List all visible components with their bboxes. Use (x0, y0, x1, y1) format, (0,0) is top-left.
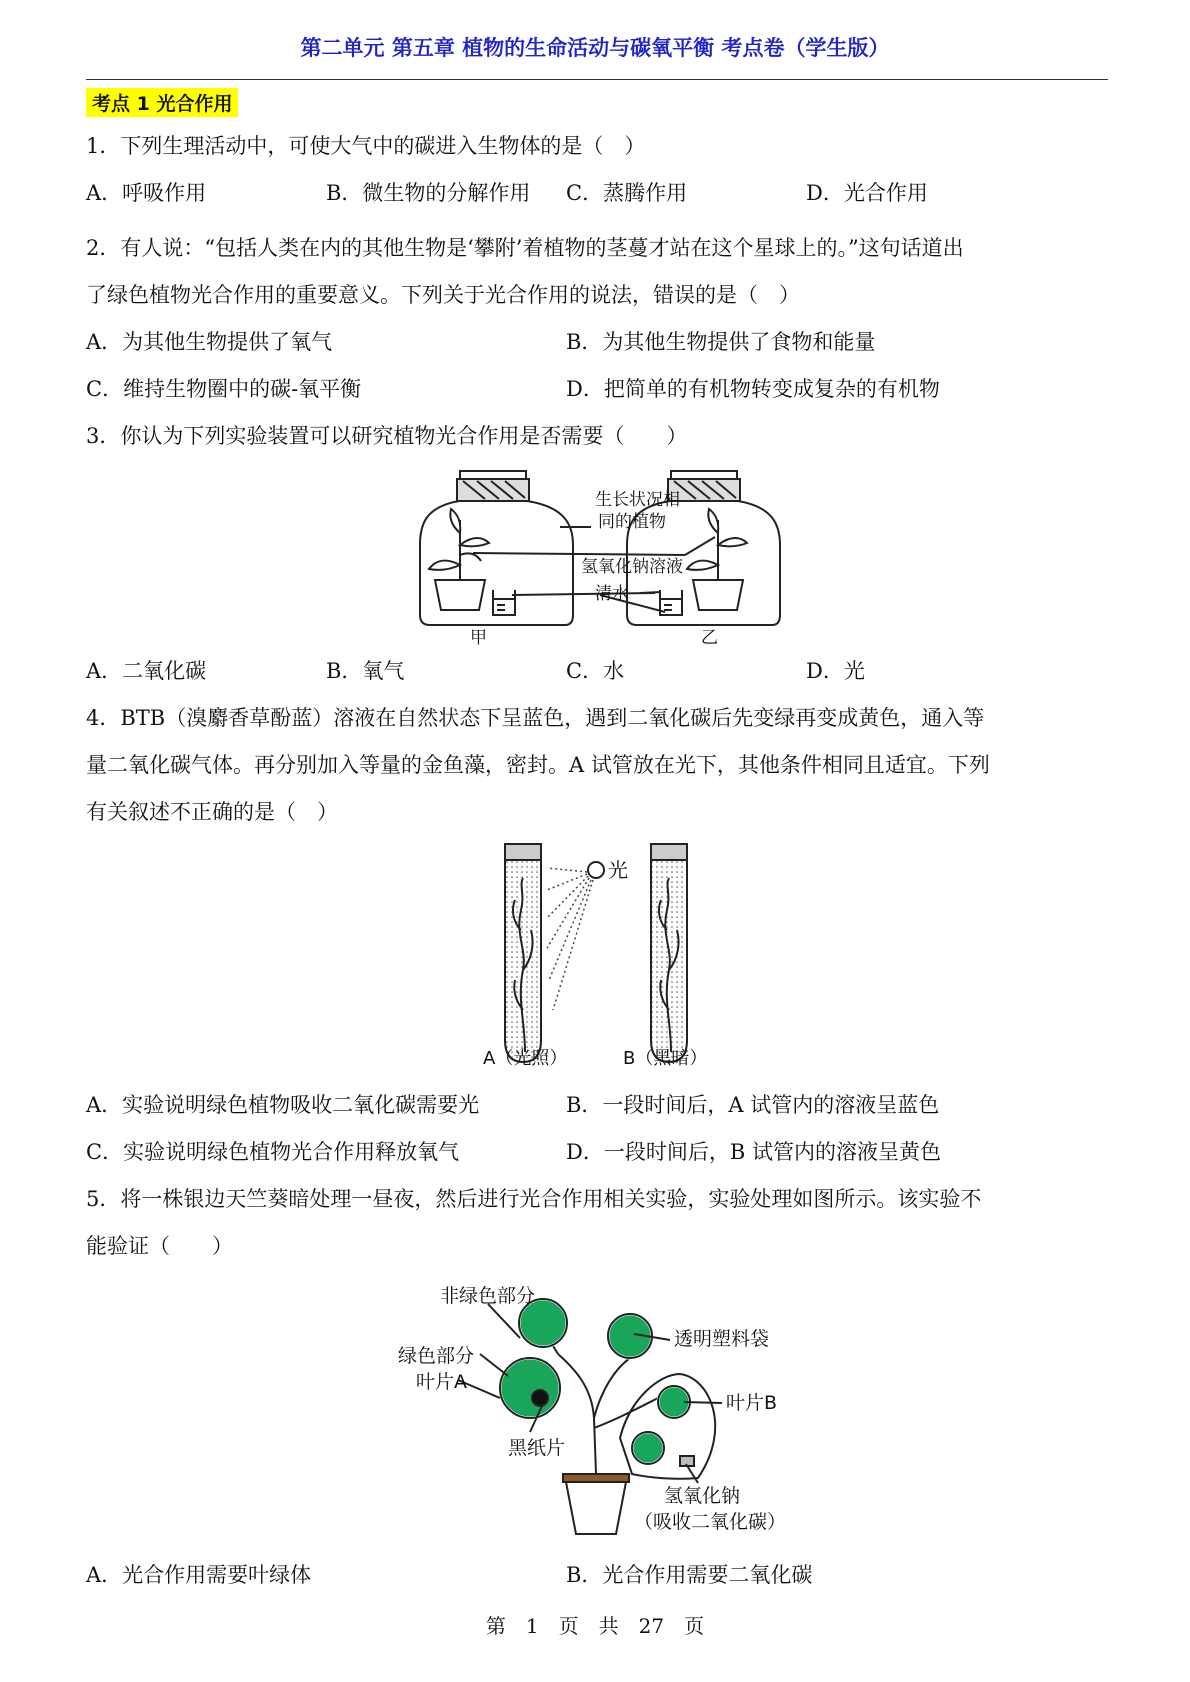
q5-fig-black-paper-label: 黑纸片 (508, 1437, 566, 1459)
q3-fig-water-label: 清水 (595, 584, 629, 604)
q5-fig-naoh-label: 氢氧化钠 (664, 1485, 741, 1507)
q4-test-tube-figure (475, 840, 725, 1080)
q3-fig-naoh-label: 氢氧化钠溶液 (581, 557, 683, 577)
q2-stem-line2: 了绿色植物光合作用的重要意义。下列关于光合作用的说法，错误的是（ ） (86, 283, 800, 307)
q5-geranium-figure (380, 1278, 820, 1538)
q5-stem-line1: 5．将一株银边天竺葵暗处理一昼夜，然后进行光合作用相关实验，实验处理如图所示。该实验不 (86, 1187, 982, 1211)
section-label: 考点 1 光合作用 (86, 88, 238, 117)
q3-option-a: A．二氧化碳 (86, 659, 207, 683)
q3-fig-jar-left-label: 甲 (470, 628, 487, 645)
q5-fig-absorb-label: （吸收二氧化碳） (634, 1511, 787, 1533)
q4-fig-tube-b-label: B（黑暗） (623, 1048, 708, 1069)
q3-stem: 3．你认为下列实验装置可以研究植物光合作用是否需要（ ） (86, 424, 688, 448)
q2-option-a: A．为其他生物提供了氧气 (86, 330, 333, 354)
q1-option-d: D．光合作用 (806, 181, 928, 205)
page-footer: 第 1 页 共 27 页 (485, 1614, 705, 1638)
q5-option-a: A．光合作用需要叶绿体 (86, 1563, 312, 1587)
q5-fig-bag-label: 透明塑料袋 (674, 1328, 770, 1350)
q2-option-d: D．把简单的有机物转变成复杂的有机物 (566, 377, 940, 401)
q3-fig-jar-right-label: 乙 (701, 628, 718, 645)
q5-stem-line2: 能验证（ ） (86, 1234, 233, 1258)
q1-option-c: C．蒸腾作用 (566, 181, 688, 205)
q4-option-c: C．实验说明绿色植物光合作用释放氧气 (86, 1140, 460, 1164)
q4-fig-tube-a-label: A（光照） (483, 1048, 568, 1069)
q3-fig-plant-label-2: 同的植物 (598, 512, 666, 532)
q3-fig-plant-label-1: 生长状况相 (595, 490, 680, 510)
q3-option-b: B．氧气 (326, 659, 405, 683)
page-header-title: 第二单元 第五章 植物的生命活动与碳氧平衡 考点卷（学生版） (300, 36, 890, 60)
q4-stem-line3: 有关叙述不正确的是（ ） (86, 800, 338, 824)
q1-stem: 1．下列生理活动中，可使大气中的碳进入生物体的是（ ） (86, 134, 646, 158)
q4-option-d: D．一段时间后，B 试管内的溶液呈黄色 (566, 1140, 941, 1164)
q5-option-b: B．光合作用需要二氧化碳 (566, 1563, 813, 1587)
q4-option-a: A．实验说明绿色植物吸收二氧化碳需要光 (86, 1093, 480, 1117)
q5-fig-non-green-label: 非绿色部分 (440, 1285, 536, 1307)
q3-option-c: C．水 (566, 659, 625, 683)
q3-option-d: D．光 (806, 659, 865, 683)
q2-option-c: C．维持生物圈中的碳-氧平衡 (86, 377, 362, 401)
q3-jar-experiment-figure (415, 465, 785, 645)
q4-option-b: B．一段时间后，A 试管内的溶液呈蓝色 (566, 1093, 940, 1117)
q4-stem-line2: 量二氧化碳气体。再分别加入等量的金鱼藻，密封。A 试管放在光下，其他条件相同且适宜。下列 (86, 753, 990, 777)
q2-option-b: B．为其他生物提供了食物和能量 (566, 330, 876, 354)
q5-fig-green-label: 绿色部分 (398, 1345, 475, 1367)
q4-stem-line1: 4．BTB（溴麝香草酚蓝）溶液在自然状态下呈蓝色，遇到二氧化碳后先变绿再变成黄色，通入等 (86, 706, 985, 730)
q5-fig-leaf-b-label: 叶片B (726, 1392, 778, 1414)
header-divider (86, 79, 1108, 80)
q1-option-a: A．呼吸作用 (86, 181, 207, 205)
q2-stem-line1: 2．有人说：“包括人类在内的其他生物是‘攀附’着植物的茎蔓才站在这个星球上的。”这句话道出 (86, 236, 964, 260)
q1-option-b: B．微生物的分解作用 (326, 181, 531, 205)
q5-fig-leaf-a-label: 叶片A (416, 1371, 467, 1393)
q4-fig-light-label: 光 (608, 858, 628, 882)
